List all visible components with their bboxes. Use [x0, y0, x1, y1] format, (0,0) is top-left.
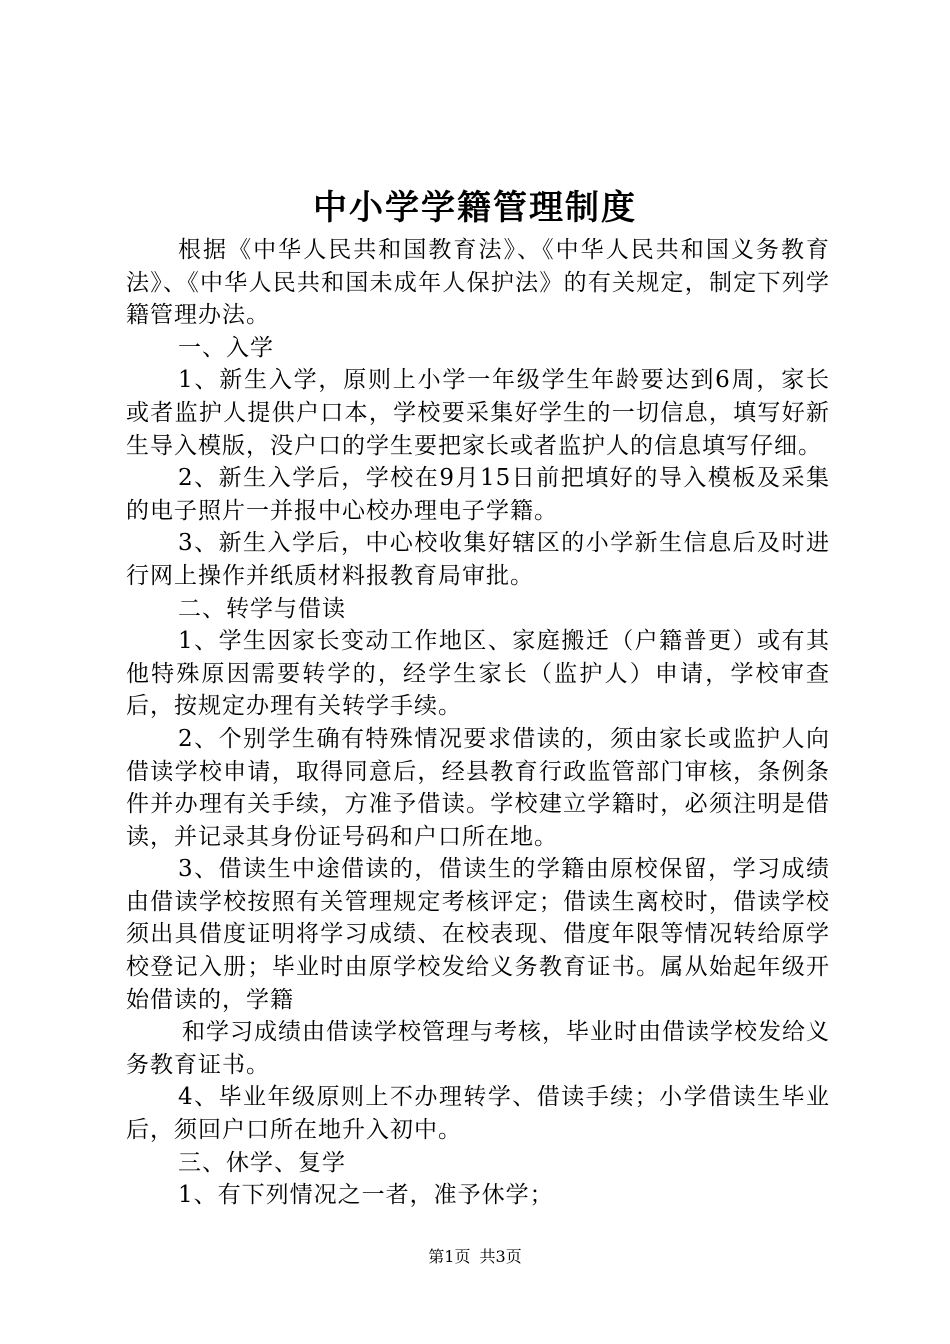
- document-title: 中小学学籍管理制度: [313, 188, 637, 228]
- section-heading-transfer: 二、转学与借读: [178, 595, 346, 622]
- page-total: 共3页: [479, 1247, 522, 1266]
- paragraph-suspension-1: 1、有下列情况之一者，准予休学；: [178, 1182, 554, 1209]
- section-heading-enrollment: 一、入学: [178, 334, 274, 361]
- document-body: [126, 234, 830, 1212]
- page-footer: [0, 1244, 950, 1267]
- paragraph-transfer-3: 3、借读生中途借读的，借读生的学籍由原校保留，学习成绩由借读学校按照有关管理规定考核评定；借读生离校时，借读学校须出具借度证明将学习成绩、在校表现、借度年限等情况转给原学校登记入册；毕业时由原学校发给义务教育证书。属从始起年级开始借读的，学籍: [126, 856, 830, 1013]
- paragraph-intro: 根据《中华人民共和国教育法》、《中华人民共和国义务教育法》、《中华人民共和国未成年人保护法》的有关规定，制定下列学籍管理办法。: [126, 237, 830, 329]
- paragraph-transfer-1: 1、学生因家长变动工作地区、家庭搬迁（户籍普更）或有其他特殊原因需要转学的，经学生家长（监护人）申请，学校审查后，按规定办理有关转学手续。: [126, 628, 830, 720]
- paragraph-transfer-4: 4、毕业年级原则上不办理转学、借读手续；小学借读生毕业后，须回户口所在地升入初中。: [126, 1084, 830, 1144]
- paragraph-enrollment-3: 3、新生入学后，中心校收集好辖区的小学新生信息后及时进行网上操作并纸质材料报教育局审批。: [126, 530, 830, 589]
- page-number: 第1页: [428, 1247, 471, 1266]
- paragraph-transfer-3-cont: 和学习成绩由借读学校管理与考核，毕业时由借读学校发给义务教育证书。: [126, 1019, 830, 1078]
- paragraph-transfer-2: 2、个别学生确有特殊情况要求借读的，须由家长或监护人向借读学校申请，取得同意后，经县教育行政监管部门审核，条例条件并办理有关手续，方准予借读。学校建立学籍时，必须注明是借读，并记录其身份证号码和户口所在地。: [126, 725, 830, 850]
- paragraph-enrollment-1: 1、新生入学，原则上小学一年级学生年龄要达到6周，家长或者监护人提供户口本，学校要采集好学生的一切信息，填写好新生导入模版，没户口的学生要把家长或者监护人的信息填写仔细。: [126, 367, 830, 459]
- paragraph-enrollment-2: 2、新生入学后，学校在9月15日前把填好的导入模板及采集的电子照片一并报中心校办理电子学籍。: [126, 465, 830, 524]
- section-heading-suspension: 三、休学、复学: [178, 1149, 346, 1176]
